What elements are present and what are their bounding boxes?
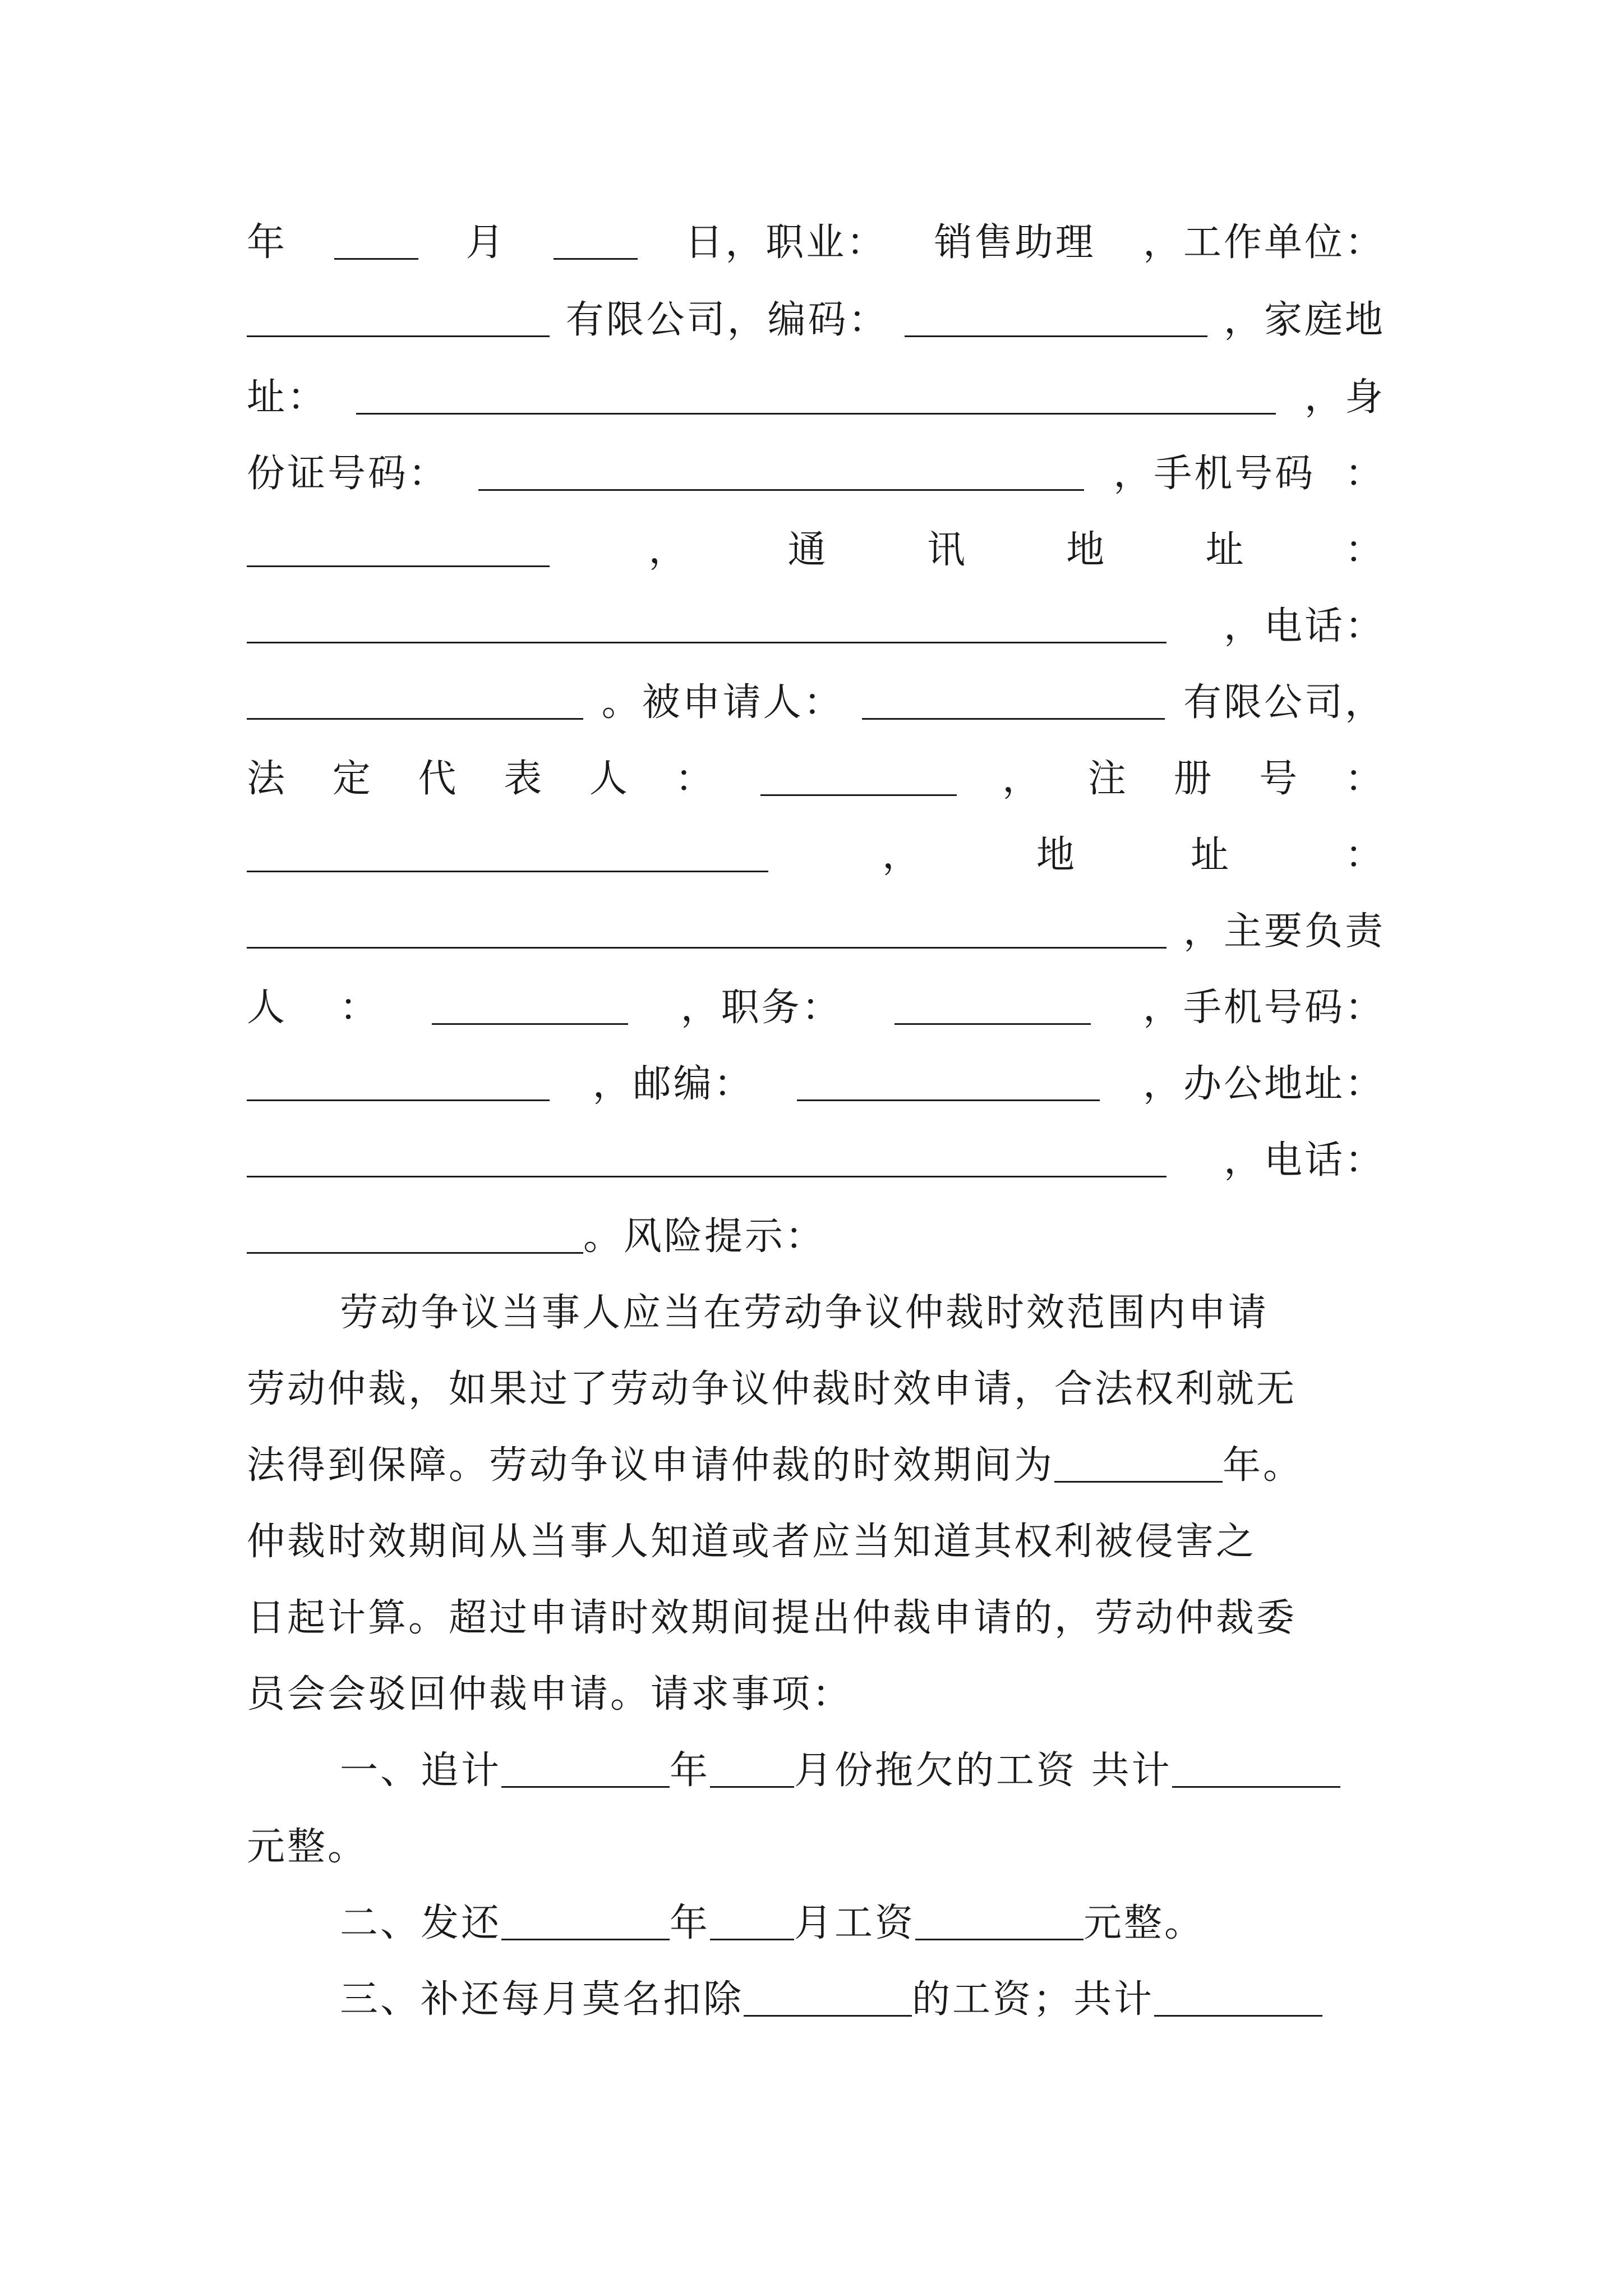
form-line-7	[247, 666, 1385, 739]
text-char: 表	[504, 757, 545, 801]
text-risk-heading: 。风险提示：	[583, 1214, 826, 1259]
form-line-8	[247, 743, 1385, 816]
form-line-9	[247, 819, 1385, 892]
blank-employer[interactable]	[247, 304, 550, 337]
text-month: 月	[465, 220, 506, 265]
blank-office-phone[interactable]	[247, 1221, 583, 1254]
claim-text: 年	[670, 1749, 711, 1793]
text-char: 法	[247, 757, 288, 801]
risk-text: 法得到保障。劳动争议申请仲裁的时效期间为	[247, 1443, 1055, 1488]
text-year: 年	[247, 220, 288, 265]
blank-respondent[interactable]	[862, 687, 1165, 720]
text-day-occupation: 日，职业：	[685, 220, 887, 265]
risk-line-1	[340, 1277, 1385, 1350]
blank-claim1-month[interactable]	[710, 1755, 794, 1788]
blank-position[interactable]	[895, 992, 1091, 1025]
text-char: 人	[589, 757, 630, 801]
blank-claim2-year[interactable]	[501, 1907, 670, 1940]
text-id-label: 份证号码：	[247, 452, 449, 496]
form-line-10	[247, 895, 1385, 968]
text-colon: ：	[1344, 452, 1385, 496]
blank-mailing-address[interactable]	[247, 610, 1166, 643]
claim-text: 三、补还每月莫名扣除	[340, 1977, 744, 2022]
risk-text: 日起计算。超过申请时效期间提出仲裁申请的，劳动仲裁委	[247, 1596, 1297, 1640]
form-line-4	[247, 438, 1385, 510]
risk-line-6	[247, 1658, 1385, 1731]
risk-line-4	[247, 1506, 1385, 1579]
form-line-2	[247, 284, 1385, 357]
blank-claim3-deduction[interactable]	[744, 1984, 912, 2017]
blank-company-address[interactable]	[247, 915, 1166, 949]
blank-mobile[interactable]	[247, 534, 550, 567]
claim-text: 月工资	[794, 1901, 916, 1945]
form-line-12	[247, 1048, 1385, 1121]
text-char: 通	[787, 528, 828, 572]
text-char: 注	[1087, 757, 1128, 801]
text-colon: ：	[1344, 833, 1385, 877]
form-line-14	[247, 1200, 1385, 1273]
risk-line-2	[247, 1353, 1385, 1426]
claim-2	[340, 1887, 1385, 1960]
risk-text: 劳动仲裁，如果过了劳动争议仲裁时效申请，合法权利就无	[247, 1367, 1297, 1411]
risk-text: 仲裁时效期间从当事人知道或者应当知道其权利被侵害之	[247, 1520, 1257, 1564]
text-char: 讯	[926, 528, 967, 572]
claim-text: 二、发还	[340, 1901, 502, 1945]
text-char: 人	[247, 986, 288, 1030]
blank-principal[interactable]	[432, 992, 628, 1025]
form-line-11	[247, 972, 1385, 1045]
blank-claim1-year[interactable]	[501, 1755, 670, 1788]
text-comma: ，	[882, 833, 923, 877]
text-principal-label: ，主要负责	[1183, 909, 1385, 954]
blank-registration-no[interactable]	[247, 839, 768, 872]
blank-legal-rep[interactable]	[760, 763, 957, 796]
occupation-value: 销售助理	[934, 220, 1096, 265]
text-colon: ：	[675, 757, 716, 801]
text-colon: ：	[1344, 757, 1385, 801]
text-char: 址	[1190, 833, 1231, 877]
text-colon: ：	[1344, 528, 1385, 572]
blank-office-address[interactable]	[247, 1144, 1166, 1177]
text-char: 地	[1036, 833, 1077, 877]
text-comma: ，	[648, 528, 689, 572]
text-id-label-start: ，身	[1304, 375, 1385, 420]
risk-text: 劳动争议当事人应当在劳动争议仲裁时效范围内申请	[340, 1291, 1269, 1335]
text-employer-label: ，工作单位：	[1142, 220, 1385, 265]
blank-birth-year[interactable]	[334, 227, 418, 260]
text-mobile-label: ，手机号码：	[1142, 986, 1385, 1030]
claim-text: 元整。	[247, 1825, 368, 1869]
text-colon: ：	[339, 986, 380, 1030]
text-char: 号	[1259, 757, 1300, 801]
text-mobile-label: ，手机号码	[1113, 452, 1316, 496]
risk-line-3	[247, 1429, 1419, 1502]
blank-claim2-amount[interactable]	[915, 1907, 1083, 1940]
claim-1-tail	[247, 1811, 1385, 1884]
blank-home-address[interactable]	[356, 381, 1276, 415]
blank-claim1-amount[interactable]	[1172, 1755, 1340, 1788]
blank-limitation-years[interactable]	[1054, 1450, 1223, 1483]
blank-birth-month[interactable]	[554, 227, 638, 260]
claim-text: 一、追计	[340, 1749, 502, 1793]
blank-claim3-amount[interactable]	[1154, 1984, 1322, 2017]
blank-code[interactable]	[905, 304, 1207, 337]
claim-text: 月份拖欠的工资 共计	[794, 1749, 1172, 1793]
blank-principal-mobile[interactable]	[247, 1068, 550, 1101]
blank-claim2-month[interactable]	[710, 1907, 794, 1940]
form-line-1	[247, 206, 1385, 279]
text-char: 册	[1173, 757, 1214, 801]
claim-1	[340, 1734, 1385, 1807]
risk-line-5	[247, 1582, 1385, 1655]
text-char: 址	[1205, 528, 1246, 572]
form-line-5	[247, 514, 1385, 587]
text-comma: ，	[1002, 757, 1043, 801]
risk-text: 年。	[1223, 1443, 1304, 1488]
text-char: 地	[1066, 528, 1107, 572]
blank-postcode[interactable]	[797, 1068, 1100, 1101]
form-line-13	[247, 1124, 1385, 1197]
text-postcode-label: ，邮编：	[592, 1062, 754, 1106]
risk-text: 员会会驳回仲裁申请。请求事项：	[247, 1672, 853, 1717]
text-home-address-label: ，家庭地	[1223, 298, 1385, 342]
text-company-code: 有限公司，编码：	[565, 298, 889, 342]
text-address-label: 址：	[247, 375, 328, 420]
claim-text: 元整。	[1083, 1901, 1205, 1945]
text-char: 定	[332, 757, 373, 801]
text-phone-label: ，电话：	[1223, 1138, 1385, 1182]
text-company-suffix: 有限公司，	[1183, 680, 1385, 725]
claim-text: 年	[670, 1901, 711, 1945]
text-char: 代	[418, 757, 459, 801]
text-position-label: ，职务：	[680, 986, 842, 1030]
blank-phone[interactable]	[247, 687, 583, 720]
blank-id-number[interactable]	[478, 458, 1084, 491]
text-phone-label: ，电话：	[1223, 604, 1385, 648]
claim-3	[340, 1963, 1385, 2036]
form-line-6	[247, 590, 1385, 663]
text-office-address-label: ，办公地址：	[1142, 1062, 1385, 1106]
text-respondent-label: 。被申请人：	[601, 680, 844, 725]
claim-text: 的工资；共计	[912, 1977, 1155, 2022]
form-line-3	[247, 361, 1385, 434]
